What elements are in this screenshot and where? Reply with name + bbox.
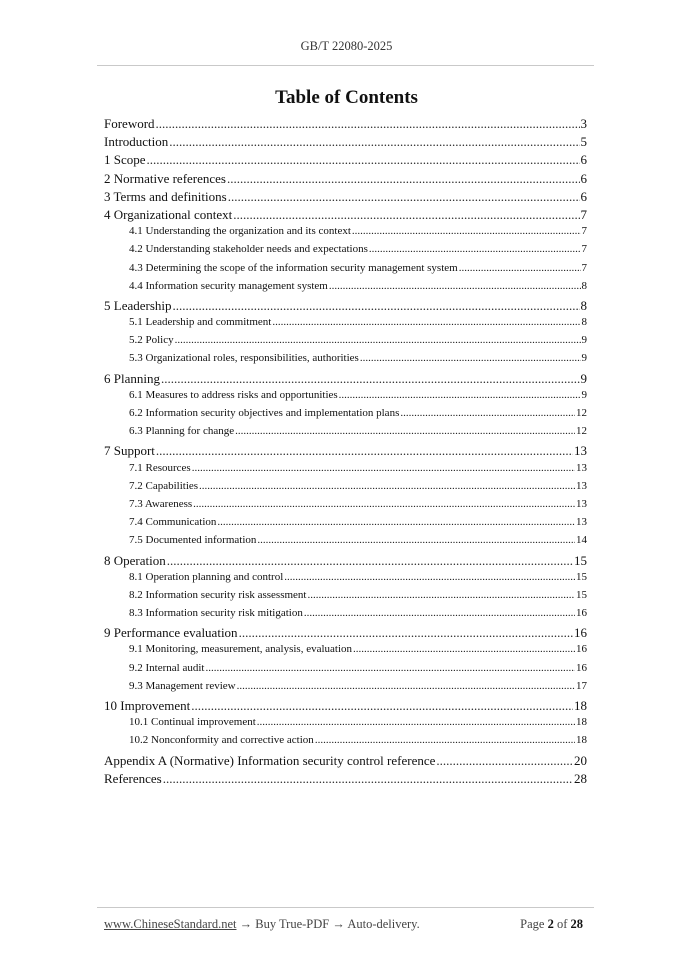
- toc-entry-title: 4.1 Understanding the organization and its context: [129, 225, 351, 238]
- toc-entry-title: 8 Operation: [104, 552, 166, 568]
- toc-entry-page: 9: [581, 352, 587, 365]
- dot-leader: [192, 462, 575, 474]
- dot-leader: [217, 516, 575, 528]
- toc-subentry[interactable]: [104, 734, 587, 752]
- toc-entry-title: 6 Planning: [104, 370, 160, 386]
- toc-entry-page: 13: [576, 516, 587, 529]
- toc-subentry[interactable]: [104, 571, 587, 589]
- dot-leader: [147, 152, 580, 168]
- toc-entry-title: 7.2 Capabilities: [129, 479, 199, 492]
- toc-subentry[interactable]: [104, 643, 587, 661]
- toc-entry-title: 9.1 Monitoring, measurement, analysis, evaluation: [129, 643, 353, 656]
- toc-entry-page: 18: [576, 734, 587, 747]
- toc-entry-page: 12: [576, 407, 587, 419]
- toc-entry-page: 16: [576, 607, 587, 620]
- dot-leader: [308, 589, 576, 601]
- toc-entry-page: 8: [580, 297, 587, 313]
- toc-entry-title: 1 Scope: [104, 152, 146, 168]
- toc-entry-title: 5 Leadership: [104, 297, 172, 313]
- toc-entry-page: 6: [580, 188, 587, 204]
- toc-entry-page: 18: [576, 716, 587, 729]
- toc-entry-page: 12: [576, 425, 587, 438]
- delivery-text: Auto-delivery.: [347, 917, 420, 931]
- toc-subentry[interactable]: [104, 407, 587, 425]
- toc-entry-page: 18: [574, 698, 587, 713]
- dot-leader: [233, 207, 579, 223]
- toc-entry-title: 7.3 Awareness: [129, 497, 193, 510]
- toc-entry-title: 6.3 Planning for change: [129, 425, 235, 438]
- toc-entry[interactable]: [104, 771, 587, 789]
- toc-entry-title: 4.4 Information security management system: [129, 279, 328, 292]
- toc-entry-page: 7: [581, 243, 587, 256]
- site-link[interactable]: www.ChineseStandard.net: [104, 917, 237, 931]
- dot-leader: [199, 480, 575, 492]
- dot-leader: [169, 134, 579, 150]
- toc-entry-page: 8: [581, 279, 587, 292]
- dot-leader: [257, 534, 575, 546]
- toc-subentry[interactable]: [104, 516, 587, 534]
- dot-leader: [156, 116, 580, 132]
- page-title: Table of Contents: [275, 87, 418, 108]
- toc-entry-title: Introduction: [104, 134, 169, 150]
- toc-subentry[interactable]: [104, 498, 587, 516]
- toc-entry-page: 16: [574, 625, 587, 641]
- toc-entry-title: 5.2 Policy: [129, 334, 174, 347]
- toc-entry-page: 6: [580, 152, 587, 168]
- page-number: [520, 917, 583, 932]
- toc-entry-title: 10.2 Nonconformity and corrective action: [129, 734, 314, 747]
- toc-entry-page: 6: [580, 170, 587, 186]
- toc-entry[interactable]: [104, 171, 587, 189]
- toc-entry-page: 9: [581, 388, 587, 401]
- toc-subentry[interactable]: [104, 225, 587, 243]
- toc-entry-page: 13: [576, 479, 587, 492]
- table-of-contents: [104, 116, 587, 789]
- dot-leader: [175, 334, 581, 346]
- toc-entry-page: 14: [576, 534, 587, 547]
- toc-entry-title: 10 Improvement: [104, 698, 191, 713]
- toc-entry[interactable]: [104, 189, 587, 207]
- toc-entry-page: 13: [576, 461, 587, 474]
- toc-entry-title: 4.2 Understanding stakeholder needs and expectations: [129, 243, 368, 256]
- toc-entry-page: 7: [581, 261, 587, 274]
- toc-entry[interactable]: [104, 698, 587, 716]
- toc-entry-title: 8.1 Operation planning and control: [129, 570, 284, 583]
- toc-entry-page: 16: [576, 643, 587, 656]
- document-header: GB/T 22080-2025: [300, 39, 393, 53]
- toc-entry-page: 13: [576, 497, 587, 510]
- toc-entry-title: 8.2 Information security risk assessment: [129, 588, 307, 601]
- dot-leader: [284, 571, 575, 583]
- dot-leader: [315, 734, 575, 746]
- dot-leader: [272, 316, 580, 328]
- toc-entry[interactable]: [104, 553, 587, 571]
- dot-leader: [459, 262, 581, 274]
- dot-leader: [353, 643, 575, 655]
- dot-leader: [235, 425, 575, 437]
- toc-entry-page: 20: [574, 752, 587, 768]
- toc-entry-title: 7.1 Resources: [129, 461, 191, 474]
- toc-entry[interactable]: [104, 753, 587, 771]
- toc-subentry[interactable]: [104, 480, 587, 498]
- dot-leader: [329, 280, 581, 292]
- dot-leader: [339, 389, 581, 401]
- footer-promo: [104, 917, 420, 932]
- dot-leader: [193, 498, 575, 510]
- dot-leader: [436, 753, 573, 769]
- toc-entry-title: 10.1 Continual improvement: [129, 716, 256, 729]
- page-current: 2: [547, 917, 554, 931]
- footer-divider: [97, 907, 594, 908]
- toc-subentry[interactable]: [104, 262, 587, 280]
- toc-subentry[interactable]: [104, 425, 587, 443]
- toc-entry-title: 3 Terms and definitions: [104, 188, 227, 204]
- toc-entry[interactable]: [104, 207, 587, 225]
- toc-entry-title: 2 Normative references: [104, 170, 226, 186]
- toc-entry-title: Foreword: [104, 116, 155, 131]
- dot-leader: [237, 680, 575, 692]
- toc-entry-page: 28: [574, 770, 587, 786]
- buy-link[interactable]: Buy True-PDF: [255, 917, 330, 931]
- arrow-icon: →: [332, 917, 345, 931]
- dot-leader: [205, 662, 575, 674]
- dot-leader: [304, 607, 575, 619]
- toc-subentry[interactable]: [104, 334, 587, 352]
- toc-subentry[interactable]: [104, 607, 587, 625]
- toc-entry-title: 4.3 Determining the scope of the information security management system: [129, 261, 458, 274]
- toc-subentry[interactable]: [104, 352, 587, 370]
- toc-subentry[interactable]: [104, 680, 587, 698]
- header-divider: [97, 65, 594, 66]
- page-label: Page: [520, 917, 545, 931]
- dot-leader: [369, 243, 581, 255]
- toc-subentry[interactable]: [104, 716, 587, 734]
- toc-entry-title: 9.2 Internal audit: [129, 661, 205, 674]
- page-of: of: [556, 917, 568, 931]
- dot-leader: [167, 553, 573, 569]
- toc-subentry[interactable]: [104, 662, 587, 680]
- toc-entry[interactable]: [104, 625, 587, 643]
- toc-entry[interactable]: [104, 298, 587, 316]
- toc-subentry[interactable]: [104, 462, 587, 480]
- toc-entry[interactable]: [104, 116, 587, 134]
- toc-entry-page: 7: [581, 225, 587, 238]
- dot-leader: [163, 771, 573, 787]
- toc-entry-title: 7.4 Communication: [129, 516, 217, 529]
- toc-entry-title: 9.3 Management review: [129, 679, 236, 692]
- dot-leader: [228, 189, 580, 205]
- arrow-icon: →: [239, 917, 253, 931]
- toc-entry-title: 6.2 Information security objectives and implementation plans: [129, 407, 400, 419]
- dot-leader: [352, 225, 581, 237]
- toc-subentry[interactable]: [104, 280, 587, 298]
- toc-entry-title: 5.1 Leadership and commitment: [129, 316, 272, 329]
- toc-entry-page: 7: [580, 206, 587, 222]
- toc-entry-title: References: [104, 770, 162, 786]
- toc-entry-title: 9 Performance evaluation: [104, 625, 238, 641]
- toc-entry-page: 5: [580, 134, 587, 150]
- dot-leader: [257, 716, 575, 728]
- toc-entry-title: Appendix A (Normative) Information security control reference: [104, 752, 436, 768]
- toc-subentry[interactable]: [104, 316, 587, 334]
- toc-subentry[interactable]: [104, 589, 587, 607]
- page-total: 28: [570, 917, 583, 931]
- toc-entry-page: 15: [576, 570, 587, 583]
- toc-entry[interactable]: [104, 152, 587, 170]
- toc-subentry[interactable]: [104, 534, 587, 552]
- dot-leader: [161, 371, 580, 387]
- toc-entry-page: 15: [576, 588, 587, 601]
- toc-entry[interactable]: [104, 371, 587, 389]
- toc-entry-title: 8.3 Information security risk mitigation: [129, 607, 303, 620]
- dot-leader: [400, 407, 575, 419]
- dot-leader: [191, 698, 573, 714]
- dot-leader: [239, 625, 573, 641]
- toc-entry-page: 9: [581, 334, 587, 347]
- toc-entry-title: 7 Support: [104, 443, 155, 459]
- toc-entry-page: 8: [581, 316, 587, 329]
- toc-entry-page: 16: [576, 661, 587, 674]
- toc-entry-title: 5.3 Organizational roles, responsibilities, authorities: [129, 352, 359, 365]
- toc-entry[interactable]: [104, 134, 587, 152]
- dot-leader: [360, 352, 581, 364]
- toc-entry-page: 15: [574, 552, 587, 568]
- toc-subentry[interactable]: [104, 243, 587, 261]
- toc-entry-title: 7.5 Documented information: [129, 534, 257, 547]
- toc-entry-page: 3: [580, 116, 587, 131]
- dot-leader: [156, 443, 573, 459]
- toc-entry-page: 9: [580, 370, 587, 386]
- toc-entry-page: 13: [574, 443, 587, 459]
- toc-entry-title: 6.1 Measures to address risks and opportunities: [129, 388, 338, 401]
- toc-subentry[interactable]: [104, 389, 587, 407]
- toc-entry-title: 4 Organizational context: [104, 206, 233, 222]
- toc-entry[interactable]: [104, 443, 587, 461]
- dot-leader: [227, 171, 580, 187]
- dot-leader: [173, 298, 580, 314]
- toc-entry-page: 17: [576, 679, 587, 692]
